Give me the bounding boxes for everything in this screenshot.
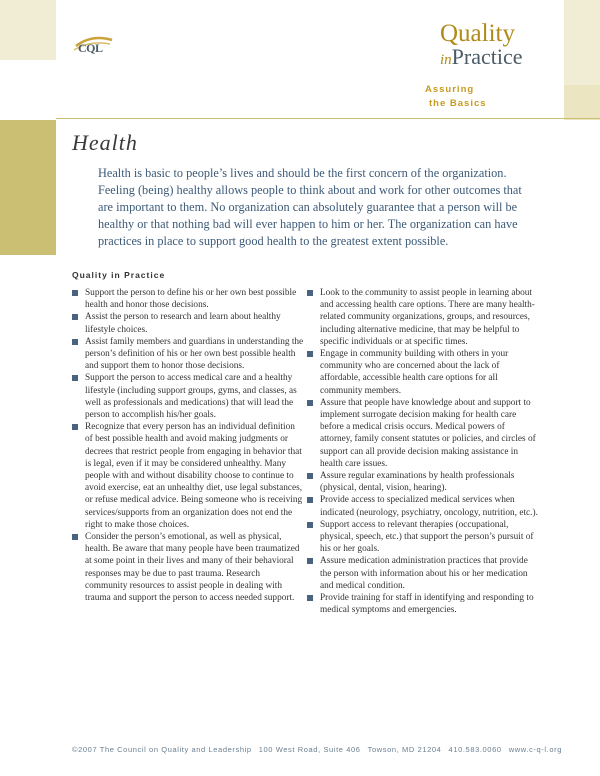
list-item-text: Support the person to define his or her own best possible health and honor those decisions. xyxy=(85,288,297,311)
list-item-text: Assure that people have knowledge about and support to implement surrogate decision making for health care before a medical crisis occurs. Medical powers of attorney, family consent statutes or policies, and circles of support can all provide decision making assistance in health care issues. xyxy=(320,397,536,469)
list-item xyxy=(307,494,539,518)
list-item xyxy=(307,470,539,494)
footer-city: Towson, MD 21204 xyxy=(367,745,442,754)
brand-title xyxy=(440,22,523,71)
list-item xyxy=(307,397,539,470)
bullet-square-icon xyxy=(72,375,78,381)
footer xyxy=(72,745,562,754)
list-item xyxy=(307,348,539,397)
bullet-square-icon xyxy=(72,339,78,345)
list-item xyxy=(307,592,539,616)
header-divider xyxy=(56,118,600,119)
decorative-band-right xyxy=(564,85,600,120)
bullet-square-icon xyxy=(307,522,313,528)
intro-paragraph: Health is basic to people’s lives and should be the first concern of the organization. Feeling (being) healthy allows people to think about and work for other outcomes that are important to them. No organization can absolutely guarantee that a person will be healthy or that nothing bad will ever happen to him or her. The organization can have practices in place to support good health to the greatest extent possible. xyxy=(98,166,522,248)
list-item xyxy=(307,519,539,556)
bullet-square-icon xyxy=(307,473,313,479)
bullet-square-icon xyxy=(307,290,313,296)
decorative-band-top-right xyxy=(564,0,600,85)
list-item xyxy=(307,555,539,592)
decorative-band-left xyxy=(0,120,56,255)
section-heading: Quality in Practice xyxy=(72,270,166,280)
decorative-band-top-left xyxy=(0,0,56,60)
bullet-square-icon xyxy=(72,314,78,320)
footer-phone: 410.583.0060 xyxy=(448,745,502,754)
list-item xyxy=(72,531,304,604)
list-item-text: Support access to relevant therapies (occupational, physical, speech, etc.) that support the person’s pursuit of his or her goals. xyxy=(320,519,534,555)
list-item-text: Assist family members and guardians in understanding the person’s definition of his or her own best possible health and support them to honor those decisions. xyxy=(85,336,304,372)
list-item-text: Assure regular examinations by health professionals (physical, dental, vision, hearing). xyxy=(320,471,515,494)
brand-practice: Practice xyxy=(451,44,523,69)
bullet-square-icon xyxy=(72,290,78,296)
list-item xyxy=(72,311,304,335)
list-item-text: Recognize that every person has an individual definition of best possible health and avoid making judgments or decrees that restrict people from engaging in behavior that is legal, even if it may be considered unhealthy. Many people with and without disability choose to continue to avoid exercise, eat an unhealthy diet, use legal substances, or refuse medical advice. Being someone who is receiving services/supports from an organization does not end the right to make those choices. xyxy=(85,422,303,530)
list-item-text: Consider the person’s emotional, as well as physical, health. Be aware that many people have been traumatized at some point in their lives and many of their behavioral responses may be due to past trauma. Research community resources to assist people in dealing with trauma and support the person to access needed support. xyxy=(85,532,300,604)
list-item xyxy=(72,287,304,311)
list-item-text: Assure medication administration practices that provide the person with information about his or her medication and medical condition. xyxy=(320,556,528,591)
list-item xyxy=(72,372,304,421)
list-item xyxy=(307,287,539,348)
page-title: Health xyxy=(72,130,138,155)
list-item xyxy=(72,421,304,531)
list-item-text: Engage in community building with others in your community who are concerned about the lack of affordable, accessible health care options for all community members. xyxy=(320,349,509,396)
bullet-square-icon xyxy=(307,400,313,406)
footer-website-link[interactable]: www.c-q-l.org xyxy=(508,745,562,754)
bullet-square-icon xyxy=(72,534,78,540)
bullet-square-icon xyxy=(307,595,313,601)
right-column-list xyxy=(307,287,539,616)
bullet-square-icon xyxy=(307,558,313,564)
subtitle-line2: the Basics xyxy=(429,98,487,109)
left-column-list xyxy=(72,287,304,604)
bullet-square-icon xyxy=(307,351,313,357)
list-item-text: Support the person to access medical care and a healthy lifestyle (including support groups, gyms, and classes, as well as professionals and medications) that will lead the person to accomplish his/her goals. xyxy=(85,373,297,421)
footer-copyright: ©2007 The Council on Quality and Leadership xyxy=(72,745,252,754)
list-item xyxy=(72,336,304,373)
subtitle-line1: Assuring xyxy=(425,84,475,95)
bullet-square-icon xyxy=(307,497,313,503)
list-item-text: Look to the community to assist people in learning about and accessing health care options. There are many health-related community organizations, groups, and resources, including alternative medicine, that may be helpful to specific individuals or at specific times. xyxy=(320,288,535,347)
brand-in: in xyxy=(440,52,452,68)
list-item-text: Provide training for staff in identifying and responding to medical symptoms and emergencies. xyxy=(320,593,534,616)
bullet-square-icon xyxy=(72,424,78,430)
list-item-text: Provide access to specialized medical services when indicated (neurology, psychiatry, oncology, nutrition, etc.). xyxy=(320,495,538,518)
brand-quality: Quality xyxy=(440,20,515,47)
footer-address: 100 West Road, Suite 406 xyxy=(258,745,361,754)
subtitle xyxy=(425,83,487,111)
logo-text: CQL xyxy=(78,41,103,55)
list-item-text: Assist the person to research and learn about healthy lifestyle choices. xyxy=(85,312,281,335)
brand-in-practice xyxy=(440,46,523,71)
